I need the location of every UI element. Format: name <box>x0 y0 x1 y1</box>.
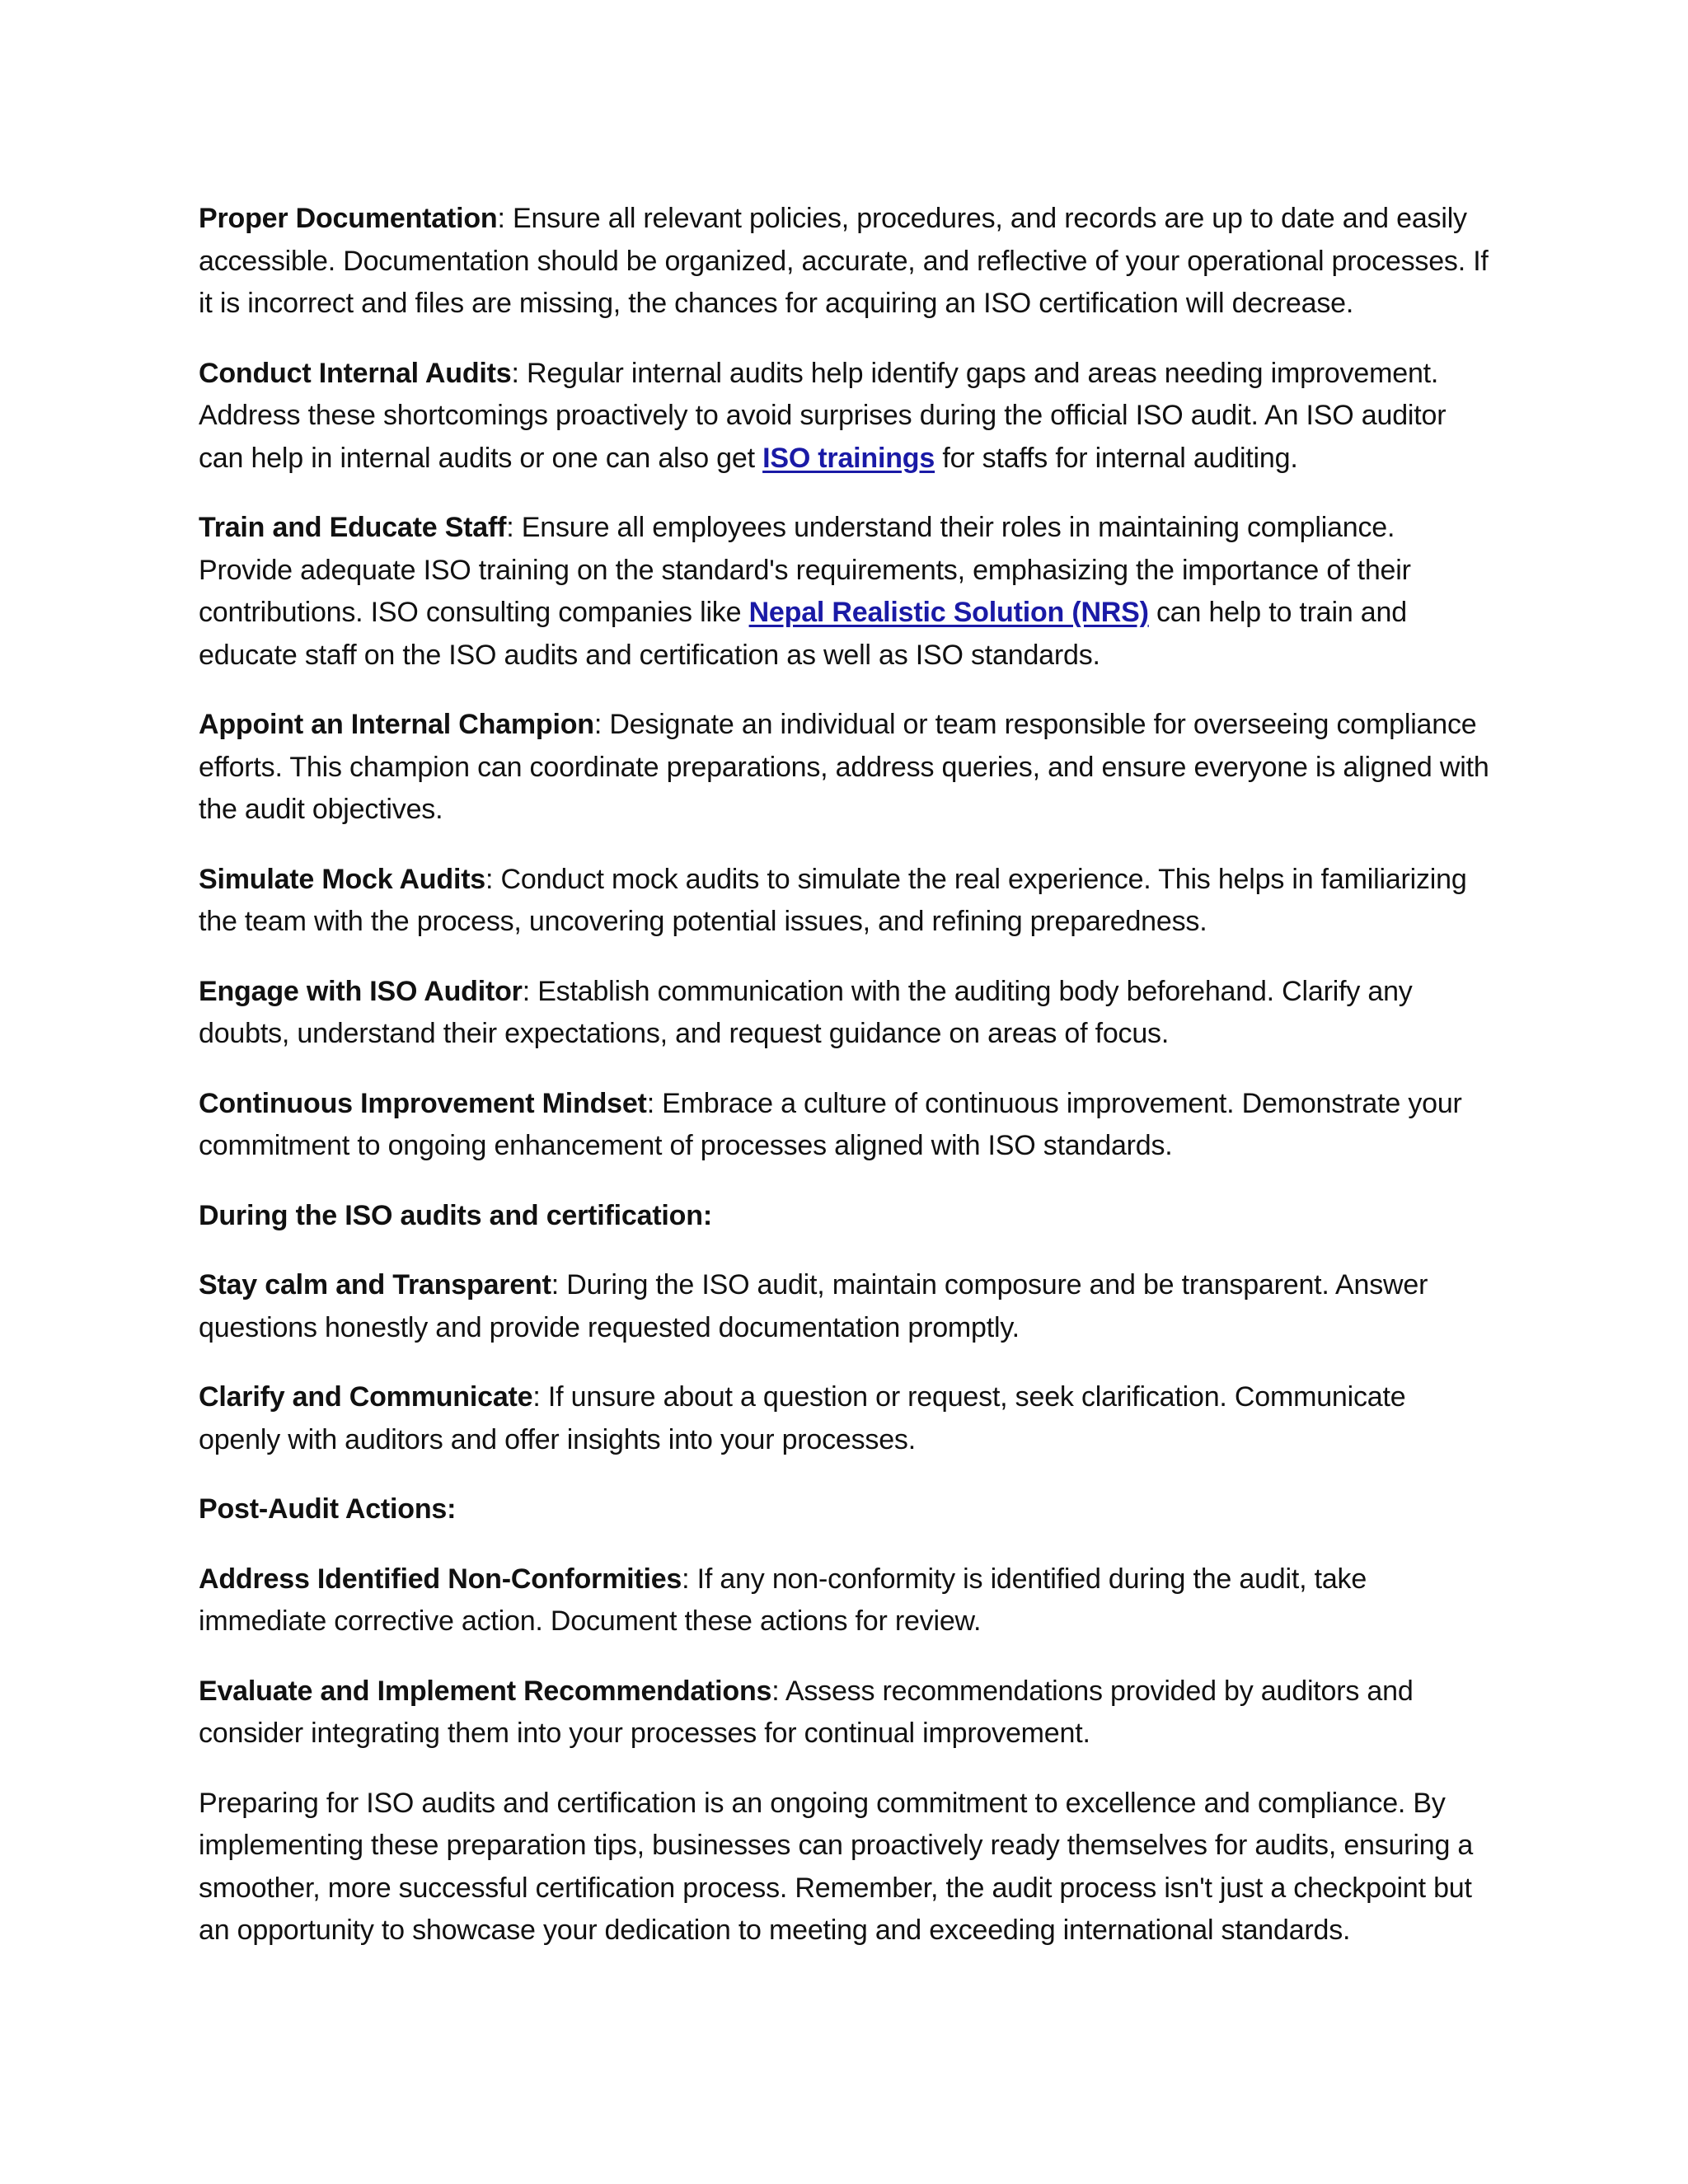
engage-auditor-title: Engage with ISO Auditor <box>199 975 523 1007</box>
train-staff-paragraph <box>199 507 1493 677</box>
train-staff-text: : Ensure all employees understand their roles in maintaining compliance. Provide adequate ISO training on the standard's requirements, emphasizing the importance of their contributions. ISO consulting companies like <box>199 512 1411 628</box>
continuous-improvement-title: Continuous Improvement Mindset <box>199 1087 647 1119</box>
internal-audits-paragraph <box>199 353 1493 480</box>
post-audit-heading: Post-Audit Actions: <box>199 1493 457 1525</box>
recommendations-paragraph <box>199 1671 1493 1755</box>
train-staff-text-after: can help to train and educate staff on the ISO audits and certification as well as ISO standards. <box>199 597 1407 671</box>
internal-champion-title: Appoint an Internal Champion <box>199 709 594 740</box>
internal-champion-text: : Designate an individual or team responsible for overseeing compliance efforts. This champion can coordinate preparations, address queries, and ensure everyone is aligned with the audit objectives. <box>199 709 1489 825</box>
train-staff-title: Train and Educate Staff <box>199 512 507 543</box>
non-conformities-text: : If any non-conformity is identified during the audit, take immediate corrective action. Document these actions for review. <box>199 1563 1367 1637</box>
stay-calm-paragraph <box>199 1264 1493 1349</box>
stay-calm-title: Stay calm and Transparent <box>199 1269 551 1301</box>
proper-documentation-paragraph <box>199 198 1493 326</box>
conclusion-paragraph: Preparing for ISO audits and certification is an ongoing commitment to excellence and compliance. By implementing these preparation tips, businesses can proactively ready themselves for audits, ensuring a smoother, more successful certification process. Remember, the audit process isn't just a checkpoint but an opportunity to showcase your dedication to meeting and exceeding international standards. <box>199 1787 1474 1946</box>
continuous-improvement-text: : Embrace a culture of continuous improvement. Demonstrate your commitment to ongoing enhancement of processes aligned with ISO standards. <box>199 1087 1462 1161</box>
non-conformities-paragraph <box>199 1558 1493 1643</box>
nrs-link[interactable]: Nepal Realistic Solution (NRS) <box>748 597 1149 628</box>
engage-auditor-paragraph <box>199 971 1493 1056</box>
internal-champion-paragraph <box>199 704 1493 832</box>
engage-auditor-text: : Establish communication with the auditing body beforehand. Clarify any doubts, understand their expectations, and request guidance on areas of focus. <box>199 975 1413 1049</box>
clarify-communicate-title: Clarify and Communicate <box>199 1381 533 1413</box>
non-conformities-title: Address Identified Non-Conformities <box>199 1563 682 1595</box>
internal-audits-title: Conduct Internal Audits <box>199 357 512 389</box>
document-page <box>199 198 1493 1980</box>
proper-documentation-title: Proper Documentation <box>199 203 498 234</box>
during-audit-heading: During the ISO audits and certification: <box>199 1199 712 1231</box>
mock-audits-text: : Conduct mock audits to simulate the real experience. This helps in familiarizing the team with the process, uncovering potential issues, and refining preparedness. <box>199 863 1467 937</box>
continuous-improvement-paragraph <box>199 1083 1493 1168</box>
internal-audits-text: : Regular internal audits help identify gaps and areas needing improvement. Address these shortcomings proactively to avoid surprises during the official ISO audit. An ISO auditor can help in internal audits or one can also get <box>199 357 1447 474</box>
recommendations-text: : Assess recommendations provided by auditors and consider integrating them into your processes for continual improvement. <box>199 1675 1414 1749</box>
internal-audits-text-after: for staffs for internal auditing. <box>935 442 1298 474</box>
proper-documentation-text: : Ensure all relevant policies, procedures, and records are up to date and easily accessible. Documentation should be organized, accurate, and reflective of your operational processes. If it is incorrect and files are missing, the chances for acquiring an ISO certification will decrease. <box>199 203 1489 319</box>
mock-audits-paragraph <box>199 859 1493 944</box>
mock-audits-title: Simulate Mock Audits <box>199 863 486 895</box>
recommendations-title: Evaluate and Implement Recommendations <box>199 1675 772 1707</box>
stay-calm-text: : During the ISO audit, maintain composure and be transparent. Answer questions honestly and provide requested documentation promptly. <box>199 1269 1428 1343</box>
iso-trainings-link[interactable]: ISO trainings <box>762 442 935 474</box>
clarify-communicate-paragraph <box>199 1376 1493 1461</box>
clarify-communicate-text: : If unsure about a question or request, seek clarification. Communicate openly with auditors and offer insights into your processes. <box>199 1381 1406 1455</box>
